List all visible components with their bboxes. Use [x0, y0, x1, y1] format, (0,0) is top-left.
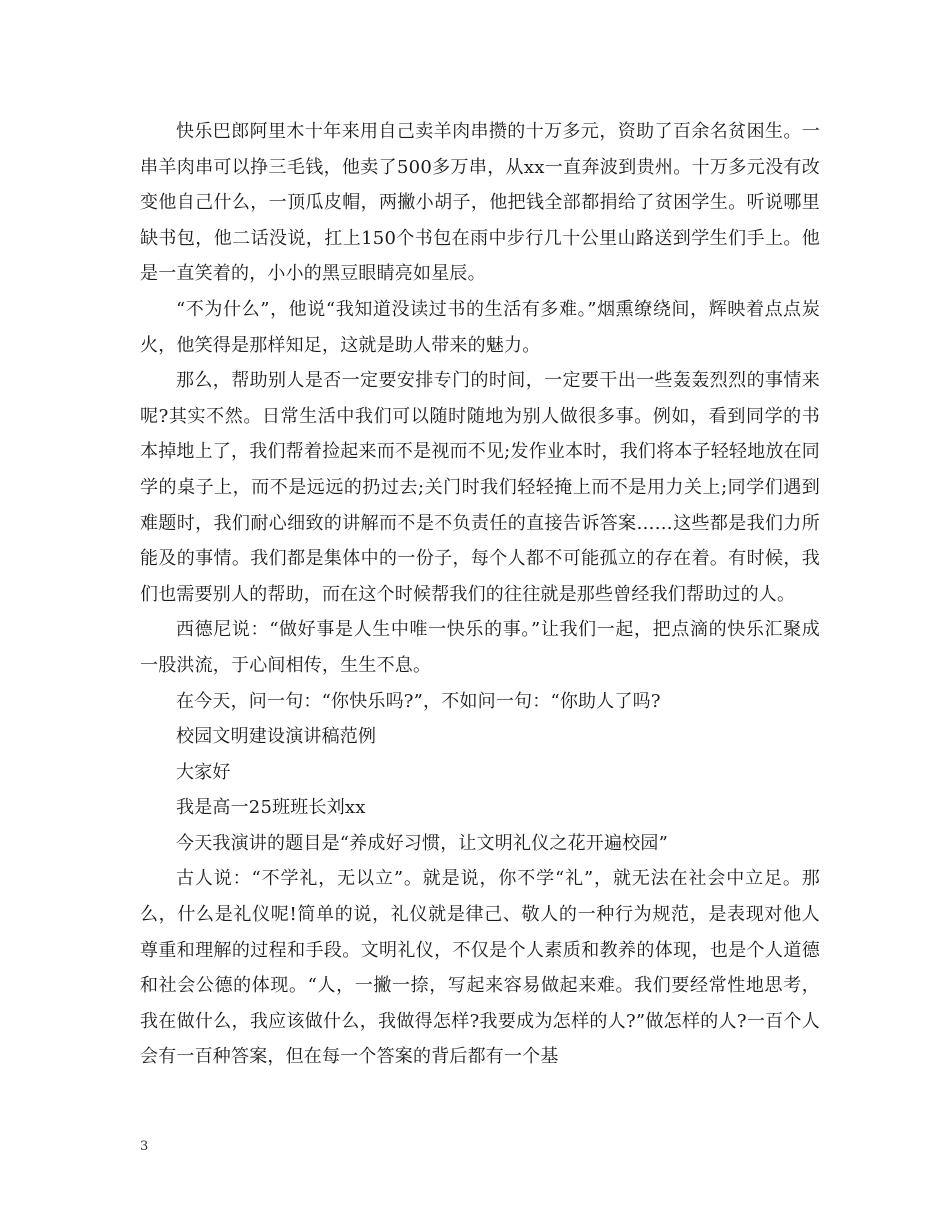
paragraph: 古人说：“不学礼，无以立”。就是说，你不学“礼”，就无法在社会中立足。那么，什么是礼仪呢!简单的说，礼仪就是律己、敬人的一种行为规范，是表现对他人尊重和理解的过程和手段。文明礼仪，不仅是个人素质和教养的体现，也是个人道德和社会公德的体现。“人，一撇一捺，写起来容易做起来难。我们要经常性地思考，我在做什么，我应该做什么，我做得怎样?我要成为怎样的人?”做怎样的人?一百个人会有一百种答案，但在每一个答案的背后都有一个基 — [140, 868, 820, 1068]
paragraph: 快乐巴郎阿里木十年来用自己卖羊肉串攒的十万多元，资助了百余名贫困生。一串羊肉串可以挣三毛钱，他卖了500多万串，从xx一直奔波到贵州。十万多元没有改变他自己什么，一顶瓜皮帽，两撇小胡子，他把钱全部都捐给了贫困学生。听说哪里缺书包，他二话没说，扛上150个书包在雨中步行几十公里山路送到学生们手上。他是一直笑着的，小小的黑豆眼睛亮如星辰。 — [140, 121, 820, 285]
greeting-line: 大家好 — [176, 761, 231, 783]
paragraph: 那么，帮助别人是否一定要安排专门的时间，一定要干出一些轰轰烈烈的事情来呢?其实不然。日常生活中我们可以随时随地为别人做很多事。例如，看到同学的书本掉地上了，我们帮着捡起来而不是视而不见;发作业本时，我们将本子轻轻地放在同学的桌子上，而不是远远的扔过去;关门时我们轻轻掩上而不是用力关上;同学们遇到难题时，我们耐心细致的讲解而不是不负责任的直接告诉答案……这些都是我们力所能及的事情。我们都是集体中的一份子，每个人都不可能孤立的存在着。有时候，我们也需要别人的帮助，而在这个时候帮我们的往往就是那些曾经我们帮助过的人。 — [140, 370, 820, 605]
paragraph: 在今天，问一句：“你快乐吗?”，不如问一句：“你助人了吗? — [176, 690, 661, 712]
page-number: 3 — [140, 1139, 149, 1154]
section-title: 校园文明建设演讲稿范例 — [176, 726, 377, 748]
paragraph: 西德尼说：“做好事是人生中唯一快乐的事。”让我们一起，把点滴的快乐汇聚成一股洪流，于心间相传，生生不息。 — [140, 619, 820, 676]
speech-topic: 今天我演讲的题目是“养成好习惯，让文明礼仪之花开遍校园” — [176, 832, 669, 854]
paragraph: “不为什么”，他说“我知道没读过书的生活有多难。”烟熏缭绕间，辉映着点点炭火，他笑得是那样知足，这就是助人带来的魅力。 — [140, 298, 820, 356]
document-body — [140, 114, 820, 1075]
speaker-intro: 我是高一25班班长刘xx — [176, 797, 366, 819]
